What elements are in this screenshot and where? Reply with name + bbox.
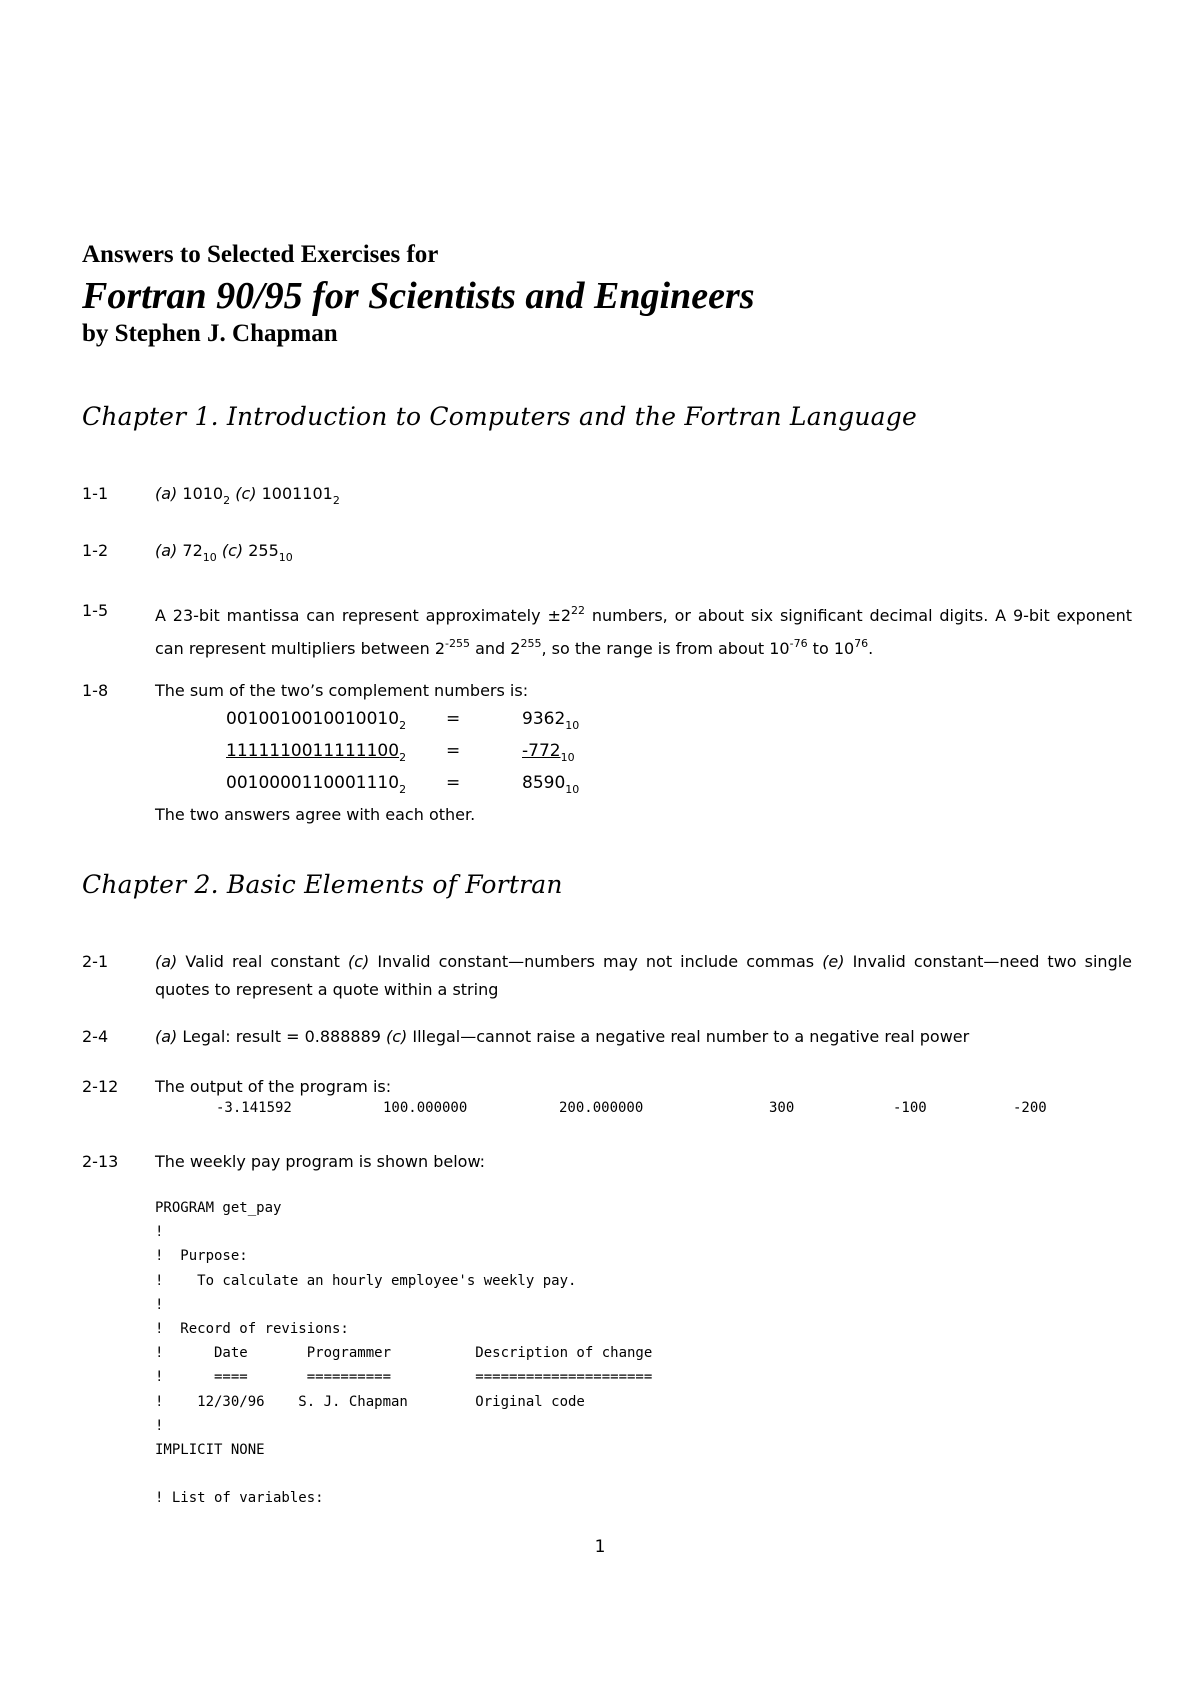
output-value: 300: [769, 1100, 795, 1116]
output-value: 100.000000: [383, 1100, 468, 1116]
code-line: ! Purpose:: [155, 1248, 248, 1265]
code-line: !: [155, 1417, 164, 1434]
exercise-answer-text: (a) Valid real constant (c) Invalid constant—numbers may not include commas (e) Invalid constant—need two single quotes to represent a quote within a string: [155, 952, 1133, 999]
sum-row: $1111110011111100_2$ = $-772_{10}$: [226, 741, 575, 764]
exercise-number: 1-8: [82, 681, 109, 700]
program-output-line: [216, 1100, 1116, 1124]
exercise-conclusion: The two answers agree with each other.: [155, 805, 476, 824]
base-subscript: 2: [332, 494, 340, 507]
code-line: ! List of variables:: [155, 1490, 324, 1507]
header-line: Answers to Selected Exercises for: [82, 241, 439, 268]
exercise-number: 2-4: [82, 1027, 109, 1046]
code-line: ! To calculate an hourly employee's weekly pay.: [155, 1272, 577, 1289]
output-value: 200.000000: [559, 1100, 644, 1116]
code-line: [155, 1462, 652, 1486]
exercise-number: 1-5: [82, 601, 109, 620]
chapter-2-heading: Chapter 2. Basic Elements of Fortran: [82, 870, 563, 899]
output-value: -200: [1013, 1100, 1047, 1116]
exercise-number: 1-2: [82, 541, 109, 560]
fortran-code-listing: [155, 1196, 652, 1511]
exercise-2-13: [82, 1148, 1132, 1176]
output-value: -100: [893, 1100, 927, 1116]
part-label: (c): [221, 541, 244, 560]
answer-value: 72: [182, 541, 203, 560]
exercise-number: 2-1: [82, 952, 109, 971]
book-title: Fortran 90/95 for Scientists and Engineers: [82, 275, 755, 317]
answer-value: 255: [248, 541, 279, 560]
exercise-2-12: [82, 1073, 1132, 1101]
code-line: ! 12/30/96 S. J. Chapman Original code: [155, 1393, 585, 1410]
exercise-answer-text: A 23-bit mantissa can represent approximately $\pm 2^{22}$ numbers, or about six significant decimal digits. A 9-bit exponent can represent multipliers between $2^{-255}$ and $2^{255}$, so the range is from about $10^{-76}$ to $10^{76}$.: [155, 604, 1133, 658]
exercise-2-1: [82, 948, 1132, 1004]
code-line: ! ==== ========== =====================: [155, 1369, 653, 1386]
exercise-1-8: [82, 677, 1132, 829]
exercise-number: 2-12: [82, 1077, 119, 1096]
exercise-2-4: [82, 1023, 1132, 1051]
exercise-intro: The sum of the two’s complement numbers is:: [155, 681, 529, 700]
exercise-number: 1-1: [82, 484, 109, 503]
answer-value: 1010: [182, 484, 224, 503]
author-line: by Stephen J. Chapman: [82, 320, 338, 347]
sum-row: $0010000110001110_2$ = $8590_{10}$: [226, 773, 580, 796]
base-subscript: 2: [223, 494, 231, 507]
answer-value: 1001101: [261, 484, 333, 503]
code-line: ! Record of revisions:: [155, 1321, 349, 1338]
part-label: (c): [235, 484, 257, 503]
code-line: !: [155, 1224, 164, 1241]
sum-row: $0010010010010010_2$ = $9362_{10}$: [226, 709, 580, 732]
exercise-1-1: [82, 480, 1132, 515]
code-line: PROGRAM get_pay: [155, 1200, 282, 1216]
binary-sum-table: [155, 705, 1132, 801]
base-subscript: 10: [202, 551, 217, 564]
exercise-intro: The weekly pay program is shown below:: [155, 1152, 486, 1171]
base-subscript: 10: [278, 551, 293, 564]
output-value: -3.141592: [216, 1100, 292, 1116]
page-number: 1: [594, 1537, 606, 1557]
code-line: ! Date Programmer Description of change: [155, 1345, 653, 1362]
part-label: (a): [155, 484, 178, 503]
exercise-answer-text: (a) Legal: result = 0.888889 (c) Illegal—cannot raise a negative real number to a negative real power: [155, 1027, 970, 1046]
code-line: !: [155, 1296, 164, 1313]
code-line: IMPLICIT NONE: [155, 1442, 265, 1459]
chapter-1-heading: Chapter 1. Introduction to Computers and the Fortran Language: [82, 402, 917, 431]
part-label: (a): [155, 541, 178, 560]
exercise-1-5: [82, 597, 1132, 663]
exercise-number: 2-13: [82, 1152, 119, 1171]
exercise-intro: The output of the program is:: [155, 1077, 392, 1096]
exercise-1-2: [82, 537, 1132, 572]
